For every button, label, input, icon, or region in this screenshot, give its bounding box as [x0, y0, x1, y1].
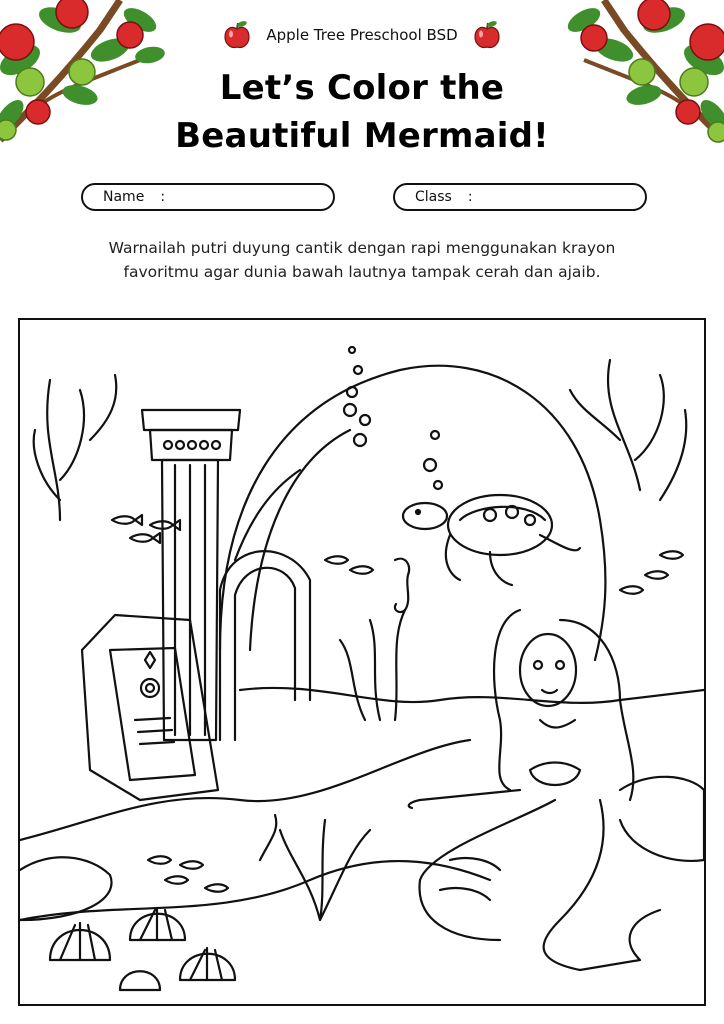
left-coral	[34, 375, 117, 520]
apple-icon	[222, 20, 252, 50]
name-field[interactable]	[81, 183, 335, 211]
seafloor-line	[20, 740, 470, 840]
class-field[interactable]	[393, 183, 647, 211]
seahorse	[395, 559, 409, 612]
instruction-line-2: favoritmu agar dunia bawah lautnya tampak cerah dan ajaib.	[123, 263, 601, 281]
mermaid	[409, 610, 660, 970]
instruction-text	[60, 236, 664, 284]
seashells	[50, 908, 235, 990]
stone-tablet	[82, 615, 218, 800]
school-name-row	[0, 20, 724, 50]
title-line-2: Beautiful Mermaid!	[175, 116, 549, 156]
bubbles	[344, 347, 442, 489]
bottom-coral	[260, 815, 370, 920]
seaweed	[340, 610, 405, 720]
mermaid-coloring-illustration	[20, 320, 704, 1004]
right-coral	[570, 360, 686, 500]
apple-icon	[472, 20, 502, 50]
sea-turtle	[403, 495, 580, 585]
title-line-1: Let’s Color the	[219, 68, 505, 108]
class-colon: :	[467, 189, 473, 205]
instruction-line-1: Warnailah putri duyung cantik dengan rapi menggunakan krayon	[108, 239, 616, 257]
name-label: Name	[103, 189, 145, 205]
page-title	[0, 64, 724, 160]
class-label: Class	[415, 189, 452, 205]
name-colon: :	[160, 189, 166, 205]
school-name: Apple Tree Preschool BSD	[266, 26, 458, 44]
coloring-frame	[18, 318, 706, 1006]
